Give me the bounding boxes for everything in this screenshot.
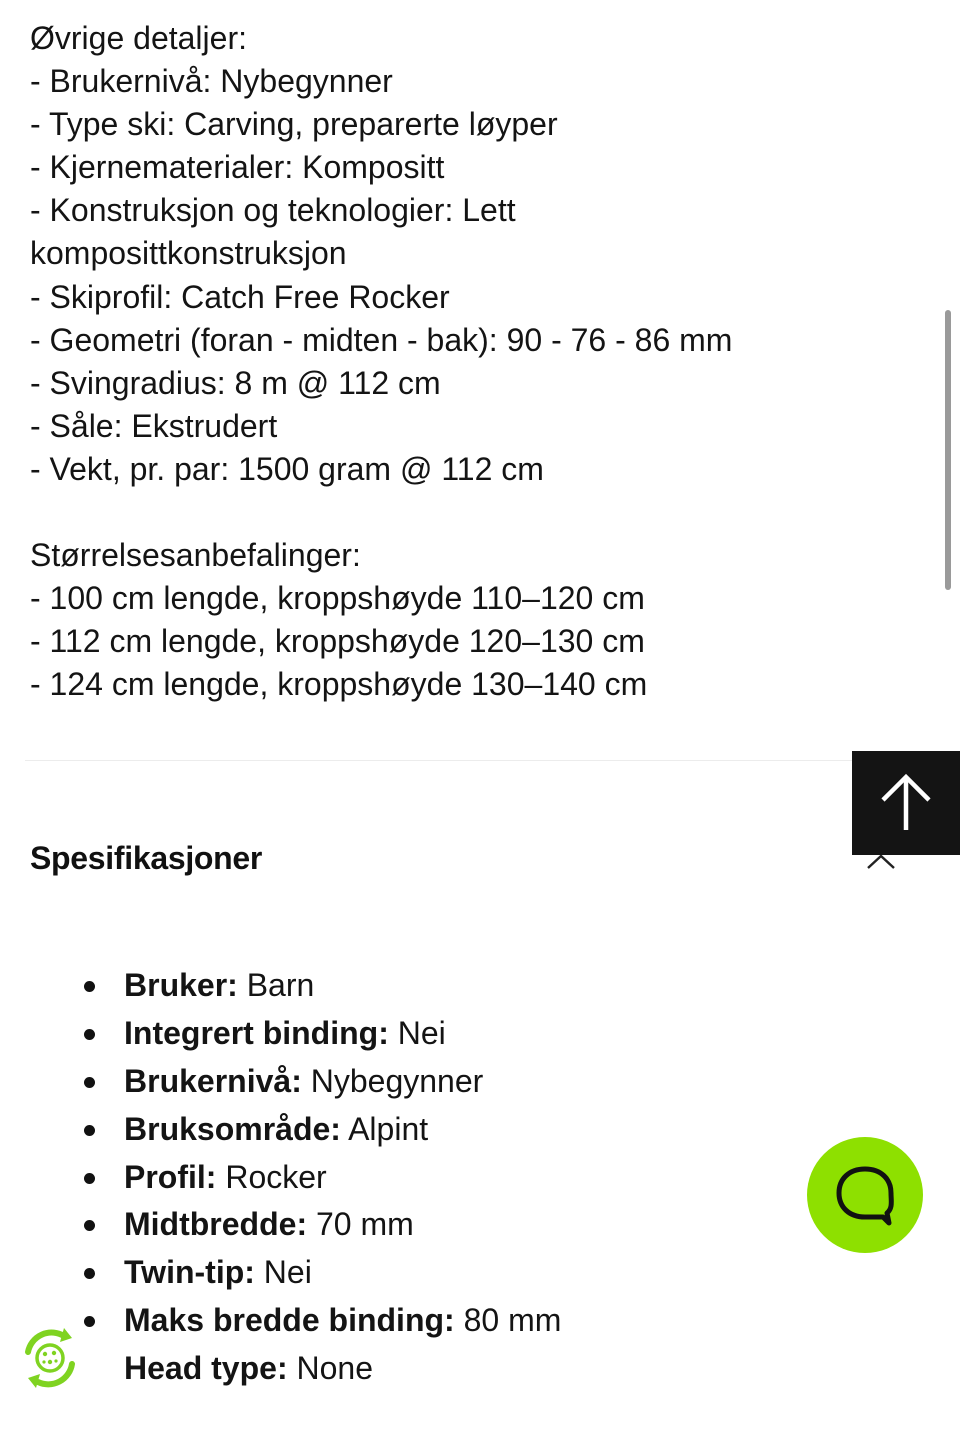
detail-line: - Brukernivå: Nybegynner [30,63,393,100]
scrollbar[interactable] [945,310,951,590]
spec-value: Alpint [348,1110,429,1147]
spec-item-integrated-binding [80,1010,561,1058]
detail-line: - Vekt, pr. par: 1500 gram @ 112 cm [30,450,544,487]
bullet [84,981,95,992]
specifications-list [80,962,561,1393]
spec-label: Bruker: [124,967,238,1003]
detail-line: - Svingradius: 8 m @ 112 cm [30,364,441,401]
specifications-heading[interactable]: Spesifikasjoner [30,840,263,876]
detail-line: - Skiprofil: Catch Free Rocker [30,278,450,315]
spec-item-max-binding-width [80,1297,561,1345]
detail-line: - Type ski: Carving, preparerte løyper [30,106,558,143]
detail-line: - Kjernematerialer: Kompositt [30,149,445,186]
spec-item-waist-width [80,1201,561,1249]
spec-value: Rocker [225,1158,327,1195]
spec-item-usage-area [80,1106,561,1154]
detail-line: - Såle: Ekstrudert [30,407,278,444]
spec-label: Profil: [124,1158,217,1195]
arrow-up-icon [878,772,934,834]
spec-label: Bruksområde: [124,1110,341,1147]
detail-line: - Geometri (foran - midten - bak): 90 - 76 - 86 mm [30,321,733,358]
spec-value: 80 mm [463,1302,562,1339]
spec-value: Nei [263,1254,312,1291]
detail-line: komposittkonstruksjon [30,235,347,272]
section-divider [25,760,855,761]
recycle-icon[interactable] [14,1322,86,1394]
bullet [84,1077,95,1088]
spec-value: Nei [397,1014,446,1051]
scroll-to-top-button[interactable] [852,751,960,855]
spec-item-user [80,962,561,1010]
spec-value: Barn [246,967,315,1003]
spec-item-head-type [80,1345,561,1393]
sizes-heading: Størrelsesanbefalinger: [30,537,361,574]
paragraph-gap [30,491,850,534]
spec-label: Brukernivå: [124,1062,302,1099]
spec-item-twin-tip [80,1249,561,1297]
spec-value: 70 mm [315,1206,414,1243]
chat-button[interactable] [807,1137,923,1253]
bullet [84,1268,95,1279]
bullet [84,1029,95,1040]
size-line: - 100 cm lengde, kroppshøyde 110–120 cm [30,580,645,617]
bullet [84,1220,95,1231]
size-line: - 112 cm lengde, kroppshøyde 120–130 cm [30,623,645,660]
details-heading: Øvrige detaljer: [30,20,247,56]
spec-label: Integrert binding: [124,1014,389,1051]
spec-label: Twin-tip: [124,1254,255,1291]
spec-label: Midtbredde: [124,1206,308,1243]
spec-value: None [296,1350,373,1387]
size-line: - 124 cm lengde, kroppshøyde 130–140 cm [30,666,648,703]
bullet [84,1173,95,1184]
chat-bubble-icon [833,1163,897,1227]
detail-line: - Konstruksjon og teknologier: Lett [30,192,516,229]
spec-value: Nybegynner [310,1062,484,1099]
product-description [30,17,850,707]
bullet [84,1125,95,1136]
spec-label: Maks bredde binding: [124,1302,455,1339]
spec-item-user-level [80,1058,561,1106]
spec-label: Head type: [124,1350,288,1387]
spec-item-profile [80,1154,561,1202]
